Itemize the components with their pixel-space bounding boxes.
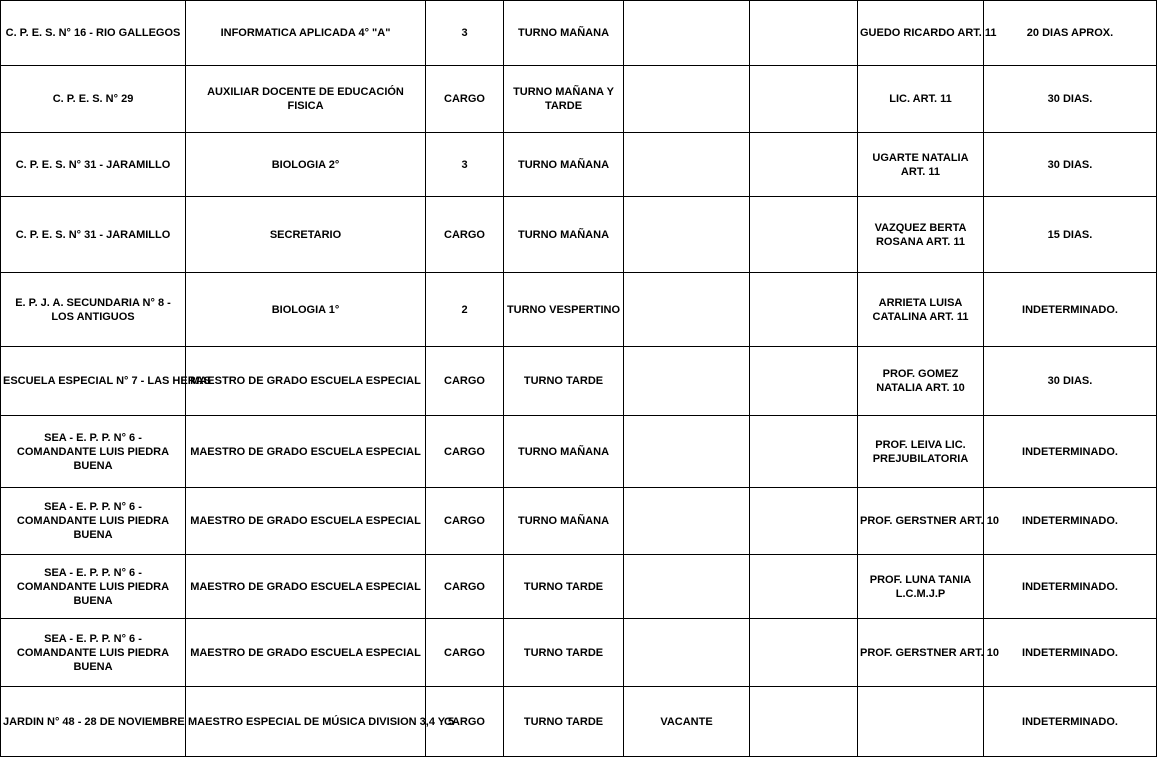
duration-cell: 20 DIAS APROX. bbox=[984, 1, 1157, 66]
extra-cell bbox=[750, 347, 858, 416]
hours-cell: CARGO bbox=[426, 687, 504, 757]
school-cell: SEA - E. P. P. N° 6 - COMANDANTE LUIS PIEDRA BUENA bbox=[1, 555, 186, 619]
replaces-cell: ARRIETA LUISA CATALINA ART. 11 bbox=[858, 273, 984, 347]
hours-cell: CARGO bbox=[426, 416, 504, 488]
extra-cell bbox=[750, 273, 858, 347]
replaces-cell: PROF. LEIVA LIC. PREJUBILATORIA bbox=[858, 416, 984, 488]
shift-cell: TURNO MAÑANA bbox=[504, 197, 624, 273]
subject-cell: MAESTRO DE GRADO ESCUELA ESPECIAL bbox=[186, 416, 426, 488]
school-cell: SEA - E. P. P. N° 6 - COMANDANTE LUIS PIEDRA BUENA bbox=[1, 488, 186, 555]
status-cell bbox=[624, 416, 750, 488]
extra-cell bbox=[750, 619, 858, 687]
school-cell: SEA - E. P. P. N° 6 - COMANDANTE LUIS PIEDRA BUENA bbox=[1, 619, 186, 687]
shift-cell: TURNO TARDE bbox=[504, 347, 624, 416]
table-row bbox=[1, 687, 1157, 757]
duration-cell: INDETERMINADO. bbox=[984, 273, 1157, 347]
hours-cell: CARGO bbox=[426, 619, 504, 687]
school-cell: C. P. E. S. N° 31 - JARAMILLO bbox=[1, 197, 186, 273]
status-cell bbox=[624, 66, 750, 133]
school-cell: C. P. E. S. N° 29 bbox=[1, 66, 186, 133]
table-row bbox=[1, 273, 1157, 347]
replaces-cell: PROF. GERSTNER ART. 10 bbox=[858, 488, 984, 555]
subject-cell: BIOLOGIA 1° bbox=[186, 273, 426, 347]
extra-cell bbox=[750, 416, 858, 488]
replaces-cell: LIC. ART. 11 bbox=[858, 66, 984, 133]
shift-cell: TURNO VESPERTINO bbox=[504, 273, 624, 347]
replaces-cell: PROF. GERSTNER ART. 10 bbox=[858, 619, 984, 687]
hours-cell: CARGO bbox=[426, 66, 504, 133]
shift-cell: TURNO TARDE bbox=[504, 619, 624, 687]
subject-cell: AUXILIAR DOCENTE DE EDUCACIÓN FISICA bbox=[186, 66, 426, 133]
subject-cell: MAESTRO DE GRADO ESCUELA ESPECIAL bbox=[186, 488, 426, 555]
status-cell bbox=[624, 197, 750, 273]
extra-cell bbox=[750, 133, 858, 197]
table-row bbox=[1, 347, 1157, 416]
extra-cell bbox=[750, 197, 858, 273]
status-cell bbox=[624, 488, 750, 555]
hours-cell: 3 bbox=[426, 1, 504, 66]
subject-cell: MAESTRO DE GRADO ESCUELA ESPECIAL bbox=[186, 619, 426, 687]
status-cell bbox=[624, 133, 750, 197]
duration-cell: 15 DIAS. bbox=[984, 197, 1157, 273]
duration-cell: INDETERMINADO. bbox=[984, 555, 1157, 619]
subject-cell: BIOLOGIA 2° bbox=[186, 133, 426, 197]
hours-cell: 3 bbox=[426, 133, 504, 197]
duration-cell: INDETERMINADO. bbox=[984, 687, 1157, 757]
extra-cell bbox=[750, 687, 858, 757]
subject-cell: SECRETARIO bbox=[186, 197, 426, 273]
duration-cell: 30 DIAS. bbox=[984, 347, 1157, 416]
table-row bbox=[1, 197, 1157, 273]
school-cell: C. P. E. S. N° 31 - JARAMILLO bbox=[1, 133, 186, 197]
school-cell: SEA - E. P. P. N° 6 - COMANDANTE LUIS PIEDRA BUENA bbox=[1, 416, 186, 488]
table-row bbox=[1, 555, 1157, 619]
status-cell bbox=[624, 619, 750, 687]
school-cell: ESCUELA ESPECIAL N° 7 - LAS HERAS bbox=[1, 347, 186, 416]
subject-cell: INFORMATICA APLICADA 4° "A" bbox=[186, 1, 426, 66]
school-cell: E. P. J. A. SECUNDARIA N° 8 - LOS ANTIGUOS bbox=[1, 273, 186, 347]
duration-cell: 30 DIAS. bbox=[984, 133, 1157, 197]
shift-cell: TURNO MAÑANA bbox=[504, 1, 624, 66]
hours-cell: CARGO bbox=[426, 555, 504, 619]
status-cell bbox=[624, 347, 750, 416]
replaces-cell: GUEDO RICARDO ART. 11 bbox=[858, 1, 984, 66]
status-cell bbox=[624, 273, 750, 347]
subject-cell: MAESTRO DE GRADO ESCUELA ESPECIAL bbox=[186, 347, 426, 416]
shift-cell: TURNO TARDE bbox=[504, 555, 624, 619]
extra-cell bbox=[750, 1, 858, 66]
subject-cell: MAESTRO DE GRADO ESCUELA ESPECIAL bbox=[186, 555, 426, 619]
hours-cell: CARGO bbox=[426, 488, 504, 555]
school-cell: C. P. E. S. N° 16 - RIO GALLEGOS bbox=[1, 1, 186, 66]
table-row bbox=[1, 1, 1157, 66]
replaces-cell: UGARTE NATALIA ART. 11 bbox=[858, 133, 984, 197]
duration-cell: INDETERMINADO. bbox=[984, 488, 1157, 555]
table-row bbox=[1, 488, 1157, 555]
hours-cell: 2 bbox=[426, 273, 504, 347]
replaces-cell: PROF. LUNA TANIA L.C.M.J.P bbox=[858, 555, 984, 619]
replaces-cell bbox=[858, 687, 984, 757]
hours-cell: CARGO bbox=[426, 197, 504, 273]
shift-cell: TURNO TARDE bbox=[504, 687, 624, 757]
shift-cell: TURNO MAÑANA bbox=[504, 488, 624, 555]
status-cell bbox=[624, 1, 750, 66]
replaces-cell: VAZQUEZ BERTA ROSANA ART. 11 bbox=[858, 197, 984, 273]
status-cell bbox=[624, 555, 750, 619]
shift-cell: TURNO MAÑANA bbox=[504, 133, 624, 197]
school-cell: JARDIN N° 48 - 28 DE NOVIEMBRE bbox=[1, 687, 186, 757]
status-cell: VACANTE bbox=[624, 687, 750, 757]
replaces-cell: PROF. GOMEZ NATALIA ART. 10 bbox=[858, 347, 984, 416]
duration-cell: 30 DIAS. bbox=[984, 66, 1157, 133]
table-row bbox=[1, 416, 1157, 488]
subject-cell: MAESTRO ESPECIAL DE MÚSICA DIVISION 3,4 Y 5 bbox=[186, 687, 426, 757]
duration-cell: INDETERMINADO. bbox=[984, 619, 1157, 687]
shift-cell: TURNO MAÑANA bbox=[504, 416, 624, 488]
extra-cell bbox=[750, 488, 858, 555]
duration-cell: INDETERMINADO. bbox=[984, 416, 1157, 488]
extra-cell bbox=[750, 66, 858, 133]
table-row bbox=[1, 619, 1157, 687]
shift-cell: TURNO MAÑANA Y TARDE bbox=[504, 66, 624, 133]
table-row bbox=[1, 133, 1157, 197]
hours-cell: CARGO bbox=[426, 347, 504, 416]
table-row bbox=[1, 66, 1157, 133]
extra-cell bbox=[750, 555, 858, 619]
